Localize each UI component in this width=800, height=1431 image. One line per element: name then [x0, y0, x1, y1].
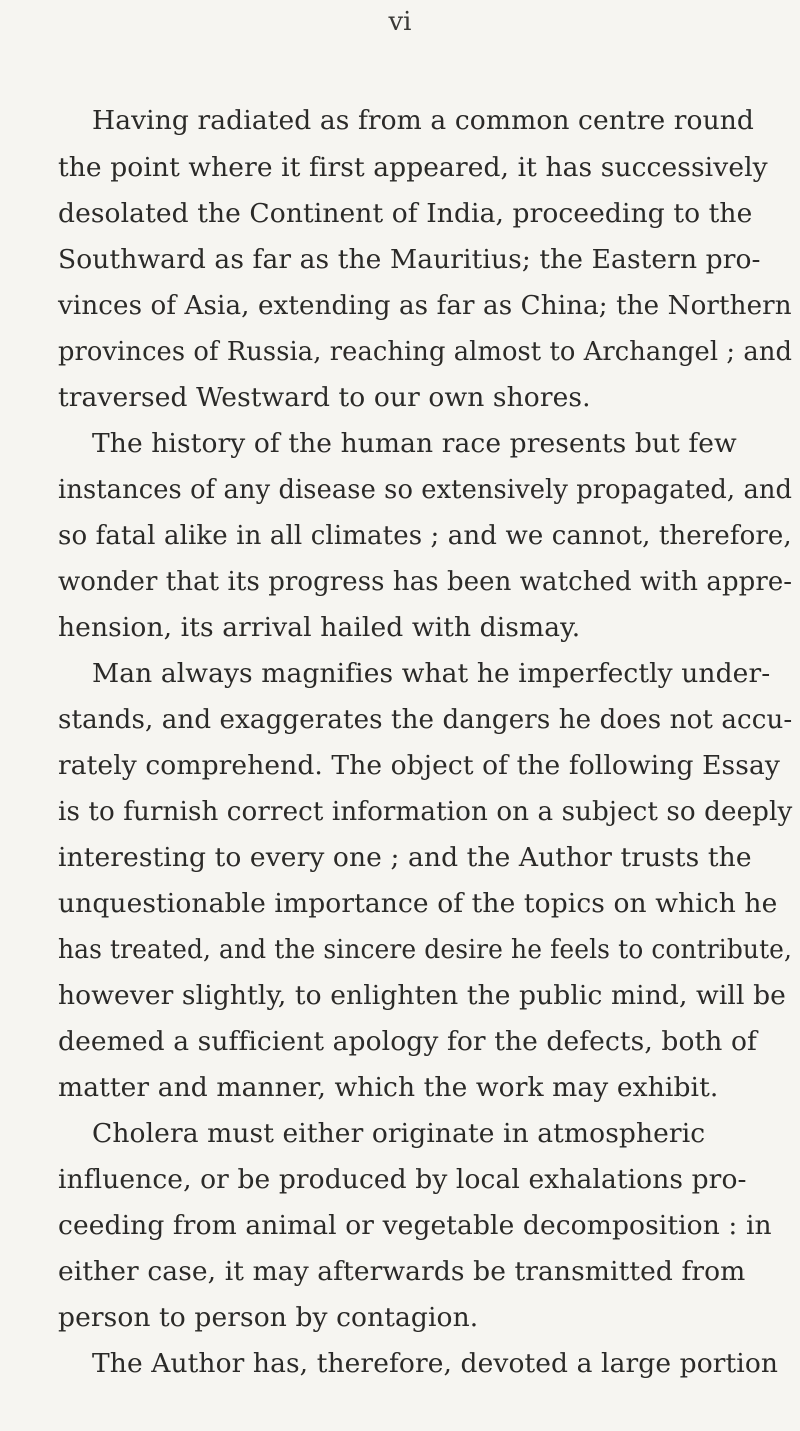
- text-line: desolated the Continent of India, proceeding to the: [58, 198, 753, 229]
- text-line: however slightly, to enlighten the public mind, will be: [58, 980, 786, 1011]
- page-number: vi: [388, 7, 412, 37]
- text-line: provinces of Russia, reaching almost to Archangel ; and: [58, 336, 793, 367]
- text-line: matter and manner, which the work may exhibit.: [58, 1072, 719, 1103]
- text-line: the point where it first appeared, it has successively: [58, 152, 768, 183]
- text-line: has treated, and the sincere desire he feels to contribute,: [58, 934, 793, 965]
- text-line: so fatal alike in all climates ; and we cannot, therefore,: [58, 520, 792, 551]
- text-line: Southward as far as the Mauritius; the Eastern pro-: [58, 244, 761, 275]
- text-line: Having radiated as from a common centre round: [92, 105, 754, 136]
- text-line: stands, and exaggerates the dangers he does not accu-: [58, 704, 793, 735]
- text-line: influence, or be produced by local exhalations pro-: [58, 1164, 747, 1195]
- text-line: interesting to every one ; and the Author trusts the: [58, 842, 752, 873]
- text-line: person to person by contagion.: [58, 1302, 479, 1333]
- text-line: hension, its arrival hailed with dismay.: [58, 612, 581, 643]
- text-line: The Author has, therefore, devoted a large portion: [92, 1348, 779, 1379]
- text-line: rately comprehend. The object of the following Essay: [58, 750, 780, 781]
- text-line: Cholera must either originate in atmospheric: [92, 1118, 706, 1149]
- text-line: unquestionable importance of the topics on which he: [58, 888, 778, 919]
- text-line: wonder that its progress has been watched with appre-: [58, 566, 793, 597]
- text-line: is to furnish correct information on a subject so deeply: [58, 796, 793, 827]
- text-line: traversed Westward to our own shores.: [58, 382, 591, 413]
- text-line: The history of the human race presents but few: [92, 428, 737, 459]
- text-line: instances of any disease so extensively propagated, and: [58, 474, 793, 505]
- text-line: either case, it may afterwards be transmitted from: [58, 1256, 746, 1287]
- text-line: ceeding from animal or vegetable decomposition : in: [58, 1210, 772, 1241]
- text-line: vinces of Asia, extending as far as China; the Northern: [58, 290, 792, 321]
- text-line: Man always magnifies what he imperfectly under-: [92, 658, 771, 689]
- text-line: deemed a sufficient apology for the defects, both of: [58, 1026, 757, 1057]
